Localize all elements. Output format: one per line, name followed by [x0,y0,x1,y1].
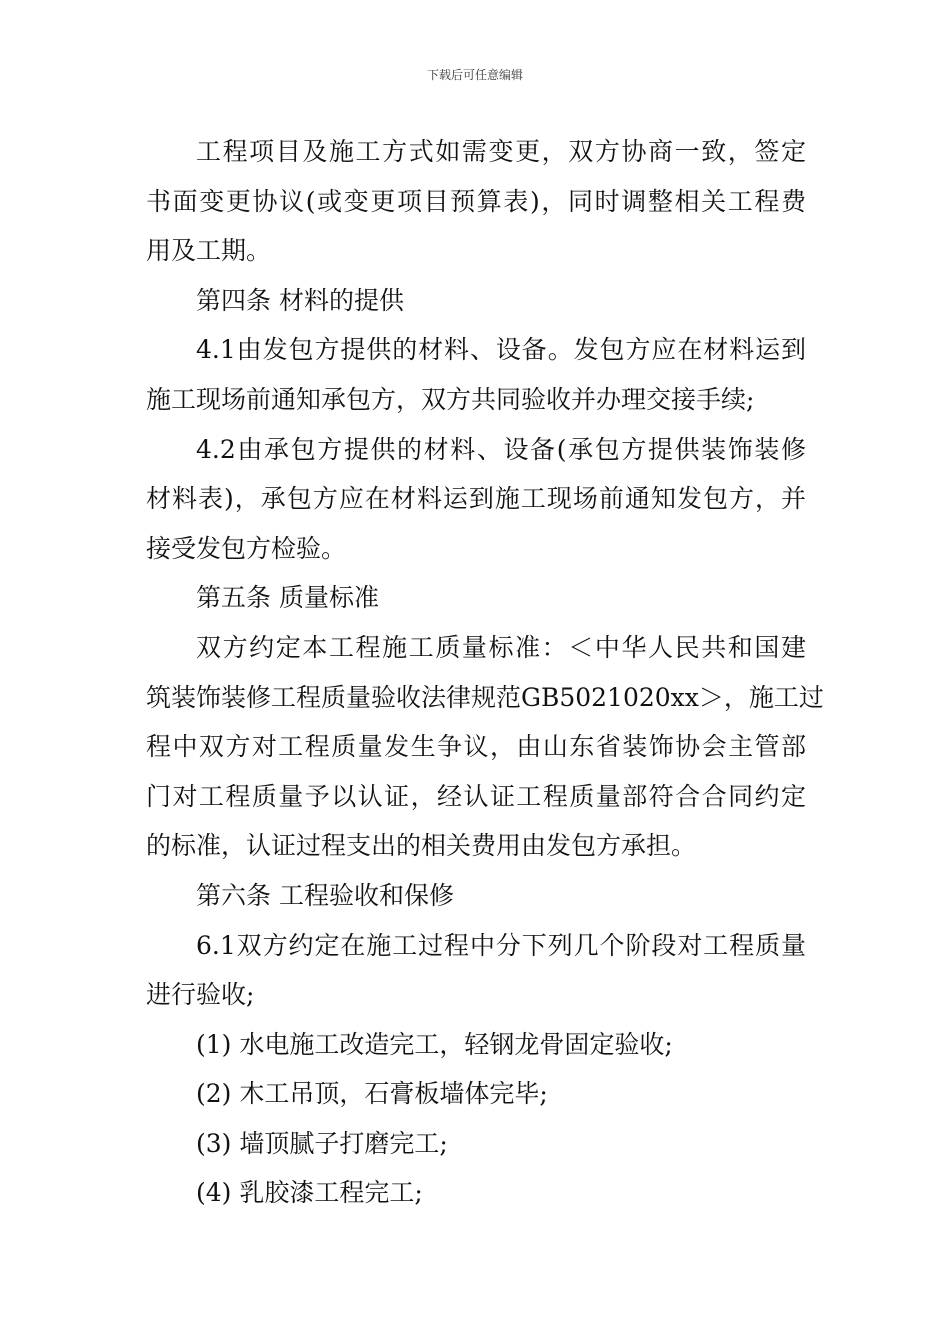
clause-4-2 [146,425,806,574]
clause-4-1 [146,325,806,424]
text-line: 进行验收; [146,980,255,1010]
text-line: 第四条 材料的提供 [196,285,404,315]
text-line: 施工现场前通知承包方，双方共同验收并办理交接手续; [146,384,755,414]
text-line: 4.1由发包方提供的材料、设备。发包方应在材料运到 [196,335,806,365]
text-line: (3) 墙顶腻子打磨完工; [196,1128,448,1158]
text-line: 4.2由承包方提供的材料、设备(承包方提供装饰装修 [196,434,806,464]
text-line: 6.1双方约定在施工过程中分下列几个阶段对工程质量 [196,930,806,960]
text-line: 书面变更协议(或变更项目预算表)，同时调整相关工程费 [146,186,806,216]
quality-standard-paragraph [146,623,824,871]
article-5-heading [146,573,806,623]
text-line: 工程项目及施工方式如需变更，双方协商一致，签定 [196,137,806,166]
list-item [146,1119,806,1169]
text-line: 程中双方对工程质量发生争议，由山东省装饰协会主管部 [146,732,806,762]
text-line: 筑装饰装修工程质量验收法律规范GB5021020xx＞，施工过 [146,682,824,712]
text-line: 的标准，认证过程支出的相关费用由发包方承担。 [146,831,697,861]
list-item [146,1168,806,1218]
text-line: (1) 水电施工改造完工，轻钢龙骨固定验收; [196,1029,673,1059]
text-line: 第五条 质量标准 [196,583,379,613]
list-item [146,1069,806,1119]
text-line: 第六条 工程验收和保修 [196,880,454,910]
text-line: 双方约定本工程施工质量标准：＜中华人民共和国建 [196,632,806,662]
text-line: (2) 木工吊顶，石膏板墙体完毕; [196,1079,548,1109]
text-line: 材料表)，承包方应在材料运到施工现场前通知发包方，并 [146,484,806,514]
paragraph-change-terms [146,127,806,276]
list-item [146,1020,806,1070]
article-4-heading [146,276,806,326]
article-6-heading [146,871,806,921]
text-line: (4) 乳胶漆工程完工; [196,1178,423,1208]
clause-6-1 [146,921,806,1020]
text-line: 用及工期。 [146,236,272,266]
text-line: 门对工程质量予以认证，经认证工程质量部符合合同约定 [146,781,806,811]
page-header: 下载后可任意编辑 [426,68,523,82]
text-line: 接受发包方检验。 [146,533,347,563]
document-body [146,127,824,1218]
